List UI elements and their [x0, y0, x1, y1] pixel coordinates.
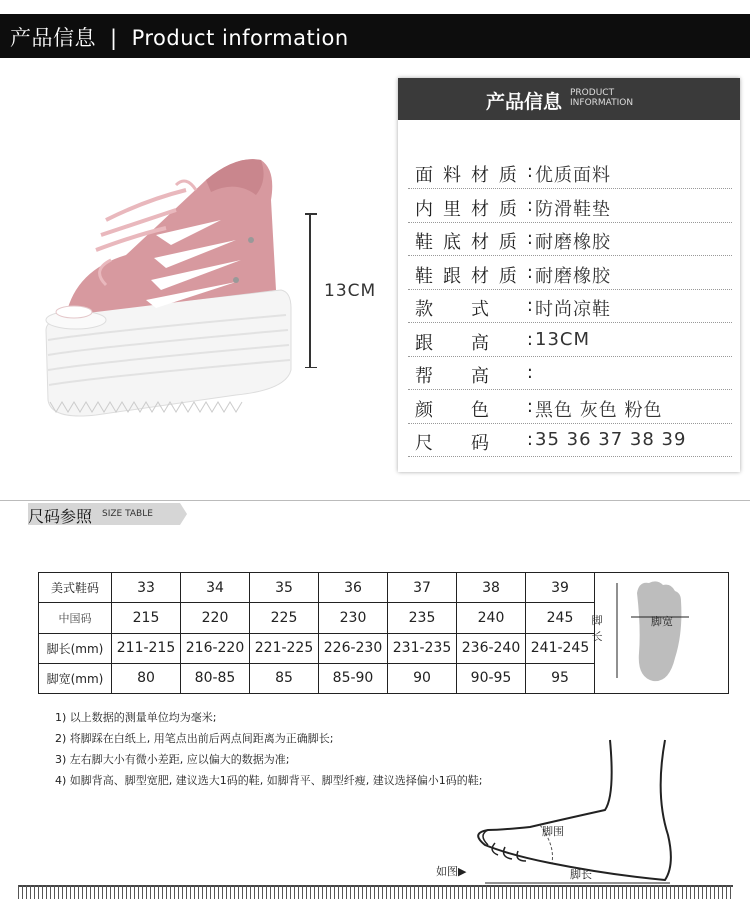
foot-length-label: 脚长 [570, 868, 592, 881]
size-table-title-cn: 尺码参照 [28, 507, 93, 526]
table-cell: 216-220 [181, 633, 250, 663]
info-row [398, 391, 740, 424]
info-row [398, 257, 740, 290]
info-row-value: 耐磨橡胶 [535, 265, 611, 287]
info-row-label-char: 质 [498, 232, 517, 253]
info-row-label-char: 材 [470, 165, 489, 186]
table-cell: 90 [388, 663, 457, 693]
info-row-label-char: 高 [470, 366, 489, 387]
table-cell: 240 [457, 603, 526, 633]
info-row-label-char: 材 [470, 265, 489, 287]
info-row [398, 424, 740, 457]
info-row-label-char: 料 [442, 165, 461, 186]
foot-width-label: 脚宽 [651, 615, 673, 628]
table-cell: 236-240 [457, 633, 526, 663]
info-row-label-char: 款 [415, 299, 433, 320]
note-item: 2) 将脚踩在白纸上, 用笔点出前后两点间距离为正确脚长; [55, 732, 334, 745]
info-row-label-char: 尺 [415, 433, 433, 454]
info-row [398, 357, 740, 390]
info-row-label-char: 面 [415, 165, 433, 186]
table-cell: 230 [319, 603, 388, 633]
info-row-label [415, 195, 533, 221]
info-row-label-char: : [526, 429, 533, 450]
info-row [398, 290, 740, 323]
table-cell: 215 [112, 603, 181, 633]
info-row-label-char: : [526, 395, 533, 417]
info-row-label [415, 329, 533, 355]
table-cell: 95 [526, 663, 595, 693]
info-row-label-char: 鞋 [415, 232, 433, 253]
size-notes [55, 707, 482, 791]
height-marker [305, 213, 315, 368]
table-cell: 220 [181, 603, 250, 633]
size-table [38, 572, 729, 694]
table-cell: 90-95 [457, 663, 526, 693]
info-row-label-char: : [526, 161, 533, 182]
info-row-label [415, 396, 533, 422]
section-divider [0, 500, 750, 501]
info-row-value: 防滑鞋垫 [535, 198, 611, 220]
info-row-label-char: 跟 [442, 265, 461, 287]
info-row-label-char: 色 [470, 399, 489, 421]
info-panel-title-en [570, 88, 633, 108]
info-row [398, 190, 740, 223]
info-row-label-char: 底 [442, 232, 461, 253]
info-panel-title-en-line1: PRODUCT [570, 88, 615, 98]
info-row-label-char: 码 [470, 433, 489, 454]
product-shoe-image [36, 140, 296, 430]
height-label: 13CM [324, 281, 377, 301]
info-row-label [415, 262, 533, 288]
foot-outline-image [591, 573, 729, 694]
info-row-label-char: 颜 [415, 399, 433, 421]
info-row-label-char: 里 [442, 198, 461, 220]
table-cell: 85 [250, 663, 319, 693]
table-row-header: 脚长(mm) [39, 633, 112, 663]
table-cell: 226-230 [319, 633, 388, 663]
info-row-value: 13CM [535, 328, 591, 350]
foot-length-vertical-label: 脚长 [591, 614, 603, 643]
table-cell: 34 [181, 573, 250, 603]
info-row [398, 156, 740, 189]
table-row [39, 573, 729, 603]
section-header [0, 14, 750, 58]
info-row-label-char: : [526, 228, 533, 249]
table-cell: 85-90 [319, 663, 388, 693]
info-row-label-char: : [526, 261, 533, 283]
info-row-label-char: 材 [470, 198, 489, 220]
info-row-label [415, 362, 533, 388]
table-cell: 245 [526, 603, 595, 633]
info-row [398, 324, 740, 357]
info-row-label-char: 高 [470, 332, 489, 354]
table-cell: 36 [319, 573, 388, 603]
info-row-label-char: 跟 [415, 332, 433, 354]
table-cell: 37 [388, 573, 457, 603]
info-row-label-char: 内 [415, 198, 433, 220]
info-row-label-char: 质 [498, 198, 517, 220]
info-panel-header [398, 78, 740, 120]
size-table-title-en: SIZE TABLE [102, 509, 153, 519]
info-row-label [415, 161, 533, 187]
table-cell: 33 [112, 573, 181, 603]
table-cell: 38 [457, 573, 526, 603]
table-cell: 235 [388, 603, 457, 633]
header-title-en: Product information [131, 26, 349, 50]
info-row [398, 223, 740, 256]
info-row-label-char: : [526, 328, 533, 350]
table-cell: 39 [526, 573, 595, 603]
info-row-label-char: 式 [470, 299, 489, 320]
info-row-label-char: : [526, 295, 533, 316]
table-cell: 241-245 [526, 633, 595, 663]
table-cell: 221-225 [250, 633, 319, 663]
info-row-label-char: 质 [498, 165, 517, 186]
table-cell: 225 [250, 603, 319, 633]
info-row-value: 35 36 37 38 39 [535, 429, 687, 450]
foot-girth-label: 脚围 [542, 825, 564, 838]
foot-measure-diagram [430, 735, 730, 885]
foot-example-label: 如图▶ [436, 865, 467, 878]
table-row-header: 美式鞋码 [39, 573, 112, 603]
table-row-header: 中国码 [39, 603, 112, 633]
header-title-cn: 产品信息 [10, 26, 96, 50]
table-cell: 80-85 [181, 663, 250, 693]
table-row-header: 脚宽(mm) [39, 663, 112, 693]
info-panel-title-cn: 产品信息 [486, 91, 563, 113]
product-info-panel [398, 78, 740, 472]
table-cell: 231-235 [388, 633, 457, 663]
info-row-value: 耐磨橡胶 [535, 232, 611, 253]
note-item: 1) 以上数据的测量单位均为毫米; [55, 711, 217, 724]
info-row-value: 时尚凉鞋 [535, 299, 611, 320]
info-row-label [415, 228, 533, 254]
table-cell: 80 [112, 663, 181, 693]
table-cell: 35 [250, 573, 319, 603]
ruler [18, 885, 733, 901]
info-row-label-char: 鞋 [415, 265, 433, 287]
info-row-label-char: : [526, 194, 533, 216]
info-row-label [415, 295, 533, 321]
size-table-tab [28, 503, 180, 525]
info-row-value: 优质面料 [535, 165, 611, 186]
info-row-label-char: 材 [470, 232, 489, 253]
info-row-label-char: : [526, 362, 533, 383]
header-separator: | [110, 26, 118, 50]
info-row-value: 黑色 灰色 粉色 [535, 399, 663, 421]
header-title [10, 22, 349, 52]
info-row-label [415, 429, 533, 455]
info-row-label-char: 帮 [415, 366, 433, 387]
info-panel-title-en-line2: INFORMATION [570, 98, 634, 108]
note-item: 3) 左右脚大小有微小差距, 应以偏大的数据为准; [55, 753, 290, 766]
note-item: 4) 如脚背高、脚型宽肥, 建议选大1码的鞋, 如脚背平、脚型纤瘦, 建议选择偏小1码的鞋; [55, 774, 483, 787]
info-row-label-char: 质 [498, 265, 517, 287]
table-cell: 211-215 [112, 633, 181, 663]
